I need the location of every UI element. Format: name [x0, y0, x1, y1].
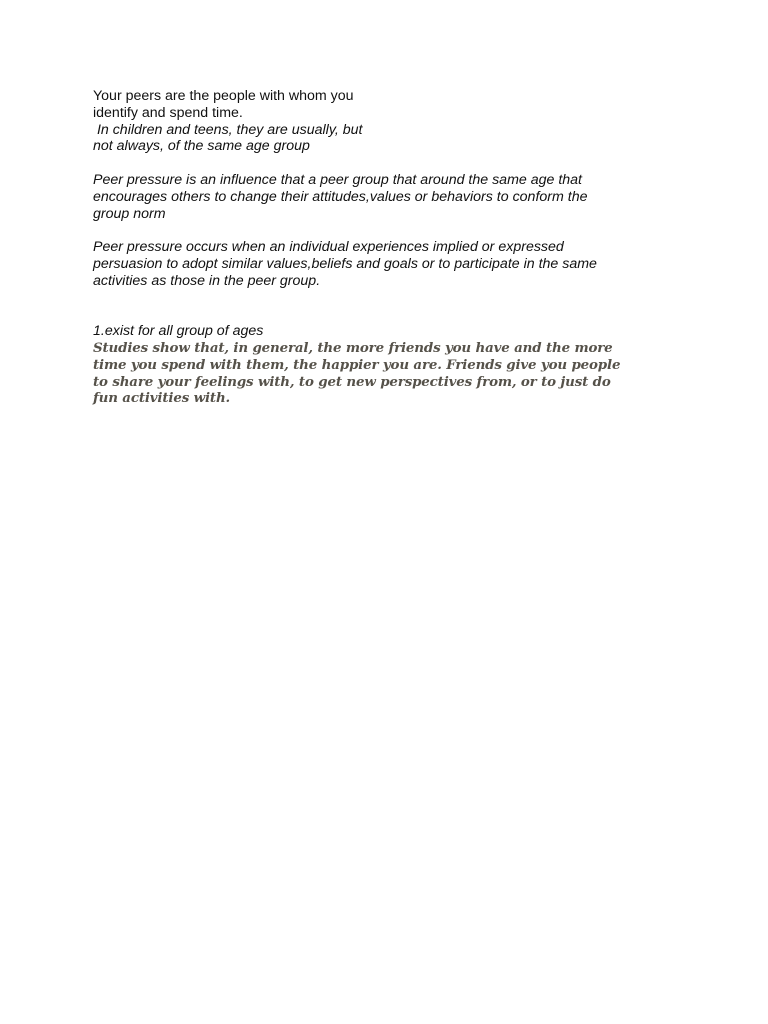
text-line: Peer pressure occurs when an individual experiences implied or expressed	[93, 239, 564, 256]
text-line: persuasion to adopt similar values,beliefs and goals or to participate in the same	[93, 255, 597, 272]
quote-line: Studies show that, in general, the more friends you have and the more	[93, 339, 613, 356]
peer-pressure-definition-paragraph	[93, 172, 683, 222]
peers-definition-paragraph	[93, 88, 683, 155]
paragraph-spacer	[93, 290, 683, 324]
quote-line: time you spend with them, the happier you are. Friends give you people	[93, 356, 621, 373]
text-line: Your peers are the people with whom you	[93, 88, 354, 104]
document-body	[93, 88, 683, 407]
text-line: identify and spend time.	[93, 104, 243, 121]
text-line: not always, of the same age group	[93, 138, 310, 155]
list-item	[93, 323, 683, 340]
friends-quote-paragraph	[93, 340, 683, 407]
text-line: Peer pressure is an influence that a peer group that around the same age that	[93, 171, 582, 188]
text-line: encourages others to change their attitudes,values or behaviors to conform the	[93, 188, 588, 205]
text-line: In children and teens, they are usually, but	[93, 121, 363, 138]
text-line: group norm	[93, 205, 166, 222]
text-line: activities as those in the peer group.	[93, 272, 321, 289]
quote-line: fun activities with.	[93, 390, 231, 407]
list-item-text: 1.exist for all group of ages	[93, 323, 264, 340]
peer-pressure-occurs-paragraph	[93, 239, 683, 289]
quote-line: to share your feelings with, to get new perspectives from, or to just do	[93, 373, 611, 390]
paragraph-spacer	[93, 222, 683, 239]
paragraph-spacer	[93, 155, 683, 172]
